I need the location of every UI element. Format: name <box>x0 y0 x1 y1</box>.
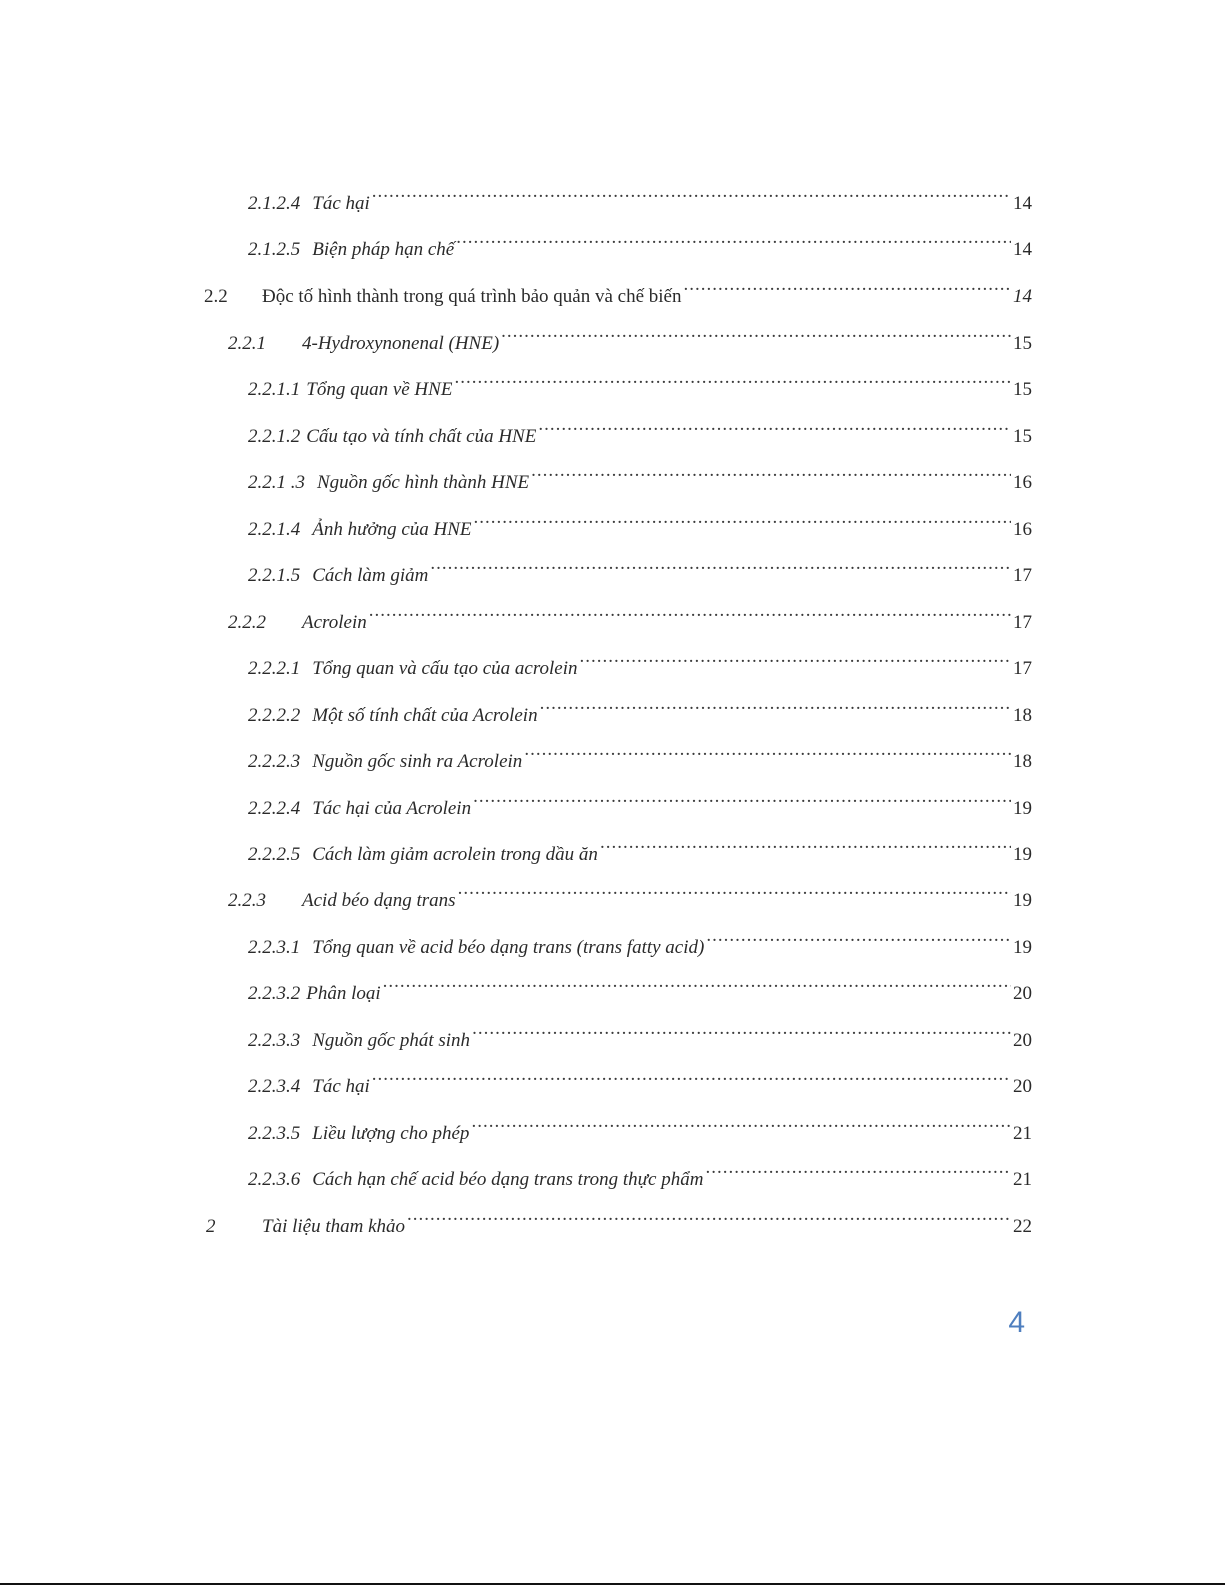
toc-entry-page: 15 <box>1013 333 1032 354</box>
toc-entry-number: 2.2.3.4 <box>248 1076 301 1097</box>
toc-entry-number: 2.2.1 .3 <box>248 472 305 493</box>
toc-entry[interactable] <box>248 1066 1032 1097</box>
toc-entry-title: 4-Hydroxynonenal (HNE) <box>302 333 500 354</box>
toc-entry[interactable] <box>248 416 1032 447</box>
toc-dot-leader <box>531 462 1011 488</box>
toc-entry-title: Phân loại <box>306 983 381 1004</box>
toc-dot-leader <box>538 416 1011 442</box>
toc-entry[interactable] <box>248 509 1032 540</box>
toc-entry-title: Ảnh hưởng của HNE <box>312 519 472 540</box>
toc-entry[interactable] <box>248 369 1032 400</box>
toc-entry-number: 2.1.2.4 <box>248 193 301 214</box>
toc-entry[interactable] <box>248 183 1032 214</box>
toc-dot-leader <box>372 183 1011 209</box>
toc-entry-page: 19 <box>1013 798 1032 819</box>
toc-entry[interactable] <box>248 834 1032 865</box>
toc-entry-number: 2.2.1 <box>228 333 266 354</box>
toc-entry-page: 20 <box>1013 1030 1032 1051</box>
toc-entry-number: 2.2.1.2 <box>248 426 301 447</box>
toc-dot-leader <box>705 1159 1011 1185</box>
toc-dot-leader <box>430 555 1011 581</box>
toc-entry-number: 2.2.2.2 <box>248 705 301 726</box>
toc-entry-page: 15 <box>1013 426 1032 447</box>
toc-entry-page: 22 <box>1013 1216 1032 1237</box>
toc-entry-page: 17 <box>1013 565 1032 586</box>
toc-entry-title: Độc tố hình thành trong quá trình bảo quản và chế biến <box>262 286 682 307</box>
toc-entry-page: 17 <box>1013 612 1032 633</box>
toc-entry[interactable] <box>248 927 1032 958</box>
toc-entry-page: 16 <box>1013 472 1032 493</box>
toc-entry-title: Tác hại <box>312 193 370 214</box>
toc-dot-leader <box>383 973 1011 999</box>
toc-entry[interactable] <box>248 1159 1032 1190</box>
toc-entry-page: 14 <box>1013 286 1032 307</box>
toc-entry[interactable] <box>228 602 1032 633</box>
toc-entry-number: 2.2.2 <box>228 612 266 633</box>
toc-entry-number: 2.2.3 <box>228 890 266 911</box>
toc-entry-number: 2.2.3.3 <box>248 1030 301 1051</box>
toc-entry-page: 19 <box>1013 890 1032 911</box>
toc-entry-title: Tổng quan về acid béo dạng trans (trans fatty acid) <box>312 937 705 958</box>
toc-entry-page: 19 <box>1013 844 1032 865</box>
toc-dot-leader <box>473 788 1011 814</box>
toc-entry[interactable] <box>248 973 1032 1004</box>
toc-entry-title: Nguồn gốc sinh ra Acrolein <box>312 751 523 772</box>
toc-dot-leader <box>454 369 1011 395</box>
toc-entry-page: 17 <box>1013 658 1032 679</box>
toc-entry-page: 18 <box>1013 751 1032 772</box>
toc-entry[interactable] <box>204 276 1032 307</box>
toc-entry-number: 2.2.3.5 <box>248 1123 301 1144</box>
toc-dot-leader <box>580 648 1011 674</box>
toc-entry-number: 2.2.3.2 <box>248 983 301 1004</box>
toc-entry-number: 2.2.1.4 <box>248 519 301 540</box>
toc-dot-leader <box>540 695 1011 721</box>
toc-dot-leader <box>471 1113 1011 1139</box>
toc-entry-number: 2.1.2.5 <box>248 239 301 260</box>
toc-entry-title: Tổng quan và cấu tạo của acrolein <box>312 658 578 679</box>
toc-entry[interactable] <box>228 323 1032 354</box>
toc-dot-leader <box>458 880 1011 906</box>
toc-dot-leader <box>524 741 1011 767</box>
toc-entry[interactable] <box>248 462 1032 493</box>
toc-entry-number: 2 <box>206 1216 216 1237</box>
toc-entry-page: 21 <box>1013 1169 1032 1190</box>
toc-entry[interactable] <box>248 648 1032 679</box>
toc-entry-number: 2.2.2.4 <box>248 798 301 819</box>
toc-entry-page: 14 <box>1013 193 1032 214</box>
toc-entry-page: 15 <box>1013 379 1032 400</box>
toc-entry-title: Tổng quan về HNE <box>306 379 453 400</box>
toc-entry-page: 20 <box>1013 983 1032 1004</box>
toc-entry-title: Tác hại của Acrolein <box>312 798 472 819</box>
toc-entry-title: Cách hạn chế acid béo dạng trans trong thực phẩm <box>312 1169 704 1190</box>
toc-entry-number: 2.2.2.3 <box>248 751 301 772</box>
toc-dot-leader <box>683 276 1011 302</box>
toc-entry-title: Tác hại <box>312 1076 370 1097</box>
toc-entry-number: 2.2.3.6 <box>248 1169 301 1190</box>
toc-entry-page: 16 <box>1013 519 1032 540</box>
toc-dot-leader <box>369 602 1011 628</box>
toc-entry-page: 14 <box>1013 239 1032 260</box>
toc-entry[interactable] <box>248 229 1032 260</box>
toc-entry-number: 2.2.1.5 <box>248 565 301 586</box>
toc-dot-leader <box>456 229 1011 255</box>
toc-dot-leader <box>706 927 1011 953</box>
toc-entry-title: Cách làm giảm <box>312 565 429 586</box>
toc-dot-leader <box>600 834 1011 860</box>
toc-dot-leader <box>501 323 1011 349</box>
toc-entry-number: 2.2.2.5 <box>248 844 301 865</box>
toc-entry[interactable] <box>248 555 1032 586</box>
toc-entry-page: 20 <box>1013 1076 1032 1097</box>
toc-entry-title: Một số tính chất của Acrolein <box>312 705 538 726</box>
toc-entry[interactable] <box>248 695 1032 726</box>
toc-entry[interactable] <box>248 788 1032 819</box>
toc-entry[interactable] <box>248 1113 1032 1144</box>
toc-entry-title: Cách làm giảm acrolein trong dầu ăn <box>312 844 598 865</box>
toc-entry-number: 2.2 <box>204 286 228 307</box>
toc-entry-page: 18 <box>1013 705 1032 726</box>
toc-entry[interactable] <box>206 1206 1032 1237</box>
toc-entry-title: Biện pháp hạn chế <box>312 239 455 260</box>
toc-entry[interactable] <box>248 741 1032 772</box>
toc-entry-title: Acid béo dạng trans <box>302 890 456 911</box>
toc-dot-leader <box>472 1020 1011 1046</box>
toc-entry-page: 19 <box>1013 937 1032 958</box>
toc-entry-number: 2.2.1.1 <box>248 379 301 400</box>
toc-entry-page: 21 <box>1013 1123 1032 1144</box>
toc-entry-title: Liều lượng cho phép <box>312 1123 470 1144</box>
toc-entry-title: Nguồn gốc hình thành HNE <box>317 472 530 493</box>
toc-entry[interactable] <box>228 880 1032 911</box>
page-number: 4 <box>1008 1306 1025 1339</box>
toc-dot-leader <box>407 1206 1011 1232</box>
toc-dot-leader <box>474 509 1011 535</box>
toc-entry-number: 2.2.2.1 <box>248 658 301 679</box>
toc-dot-leader <box>372 1066 1011 1092</box>
toc-entry-number: 2.2.3.1 <box>248 937 301 958</box>
toc-entry[interactable] <box>248 1020 1032 1051</box>
toc-entry-title: Acrolein <box>302 612 367 633</box>
toc-entry-title: Cấu tạo và tính chất của HNE <box>306 426 537 447</box>
toc-entry-title: Tài liệu tham khảo <box>262 1216 406 1237</box>
toc-entry-title: Nguồn gốc phát sinh <box>312 1030 471 1051</box>
